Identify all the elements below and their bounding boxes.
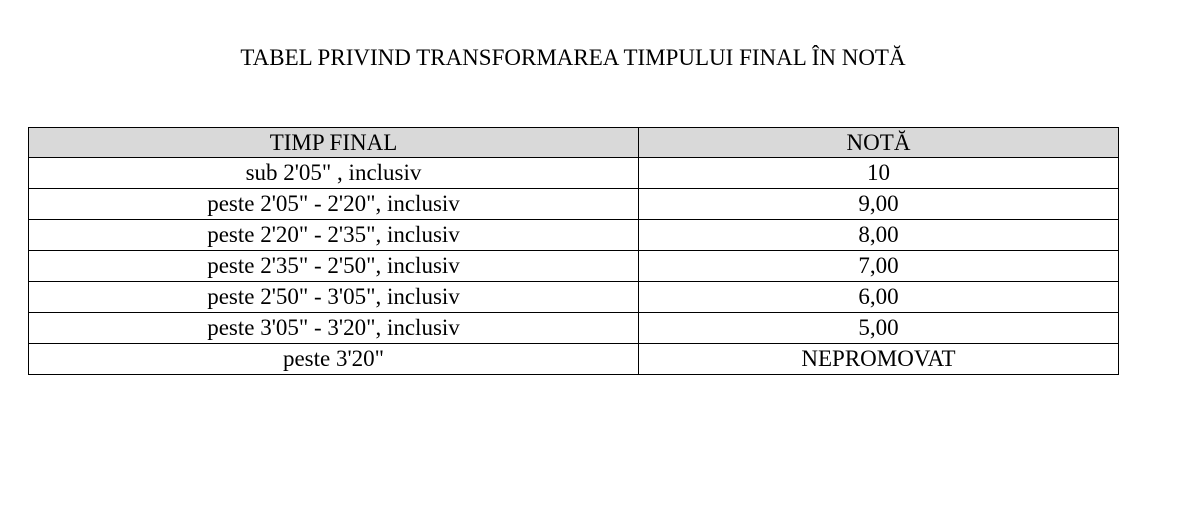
final-time-cell: peste 3'05" - 3'20", inclusiv [29, 313, 639, 344]
grade-cell: 8,00 [639, 220, 1119, 251]
final-time-cell: peste 2'05" - 2'20", inclusiv [29, 189, 639, 220]
page-title: TABEL PRIVIND TRANSFORMAREA TIMPULUI FINAL ÎN NOTĂ [240, 45, 906, 70]
table-row [29, 251, 1119, 282]
final-time-cell: peste 2'20" - 2'35", inclusiv [29, 220, 639, 251]
table-row [29, 313, 1119, 344]
table-row [29, 189, 1119, 220]
grade-conversion-table [28, 127, 1119, 375]
table-row [29, 344, 1119, 375]
grade-cell: 6,00 [639, 282, 1119, 313]
table-header-row [29, 128, 1119, 158]
grade-cell: NEPROMOVAT [639, 344, 1119, 375]
table-row [29, 220, 1119, 251]
grade-cell: 7,00 [639, 251, 1119, 282]
final-time-cell: sub 2'05" , inclusiv [29, 158, 639, 189]
final-time-cell: peste 2'50" - 3'05", inclusiv [29, 282, 639, 313]
table-row [29, 282, 1119, 313]
grade-cell: 10 [639, 158, 1119, 189]
column-header-grade: NOTĂ [639, 128, 1119, 158]
final-time-cell: peste 3'20" [29, 344, 639, 375]
table-row [29, 158, 1119, 189]
grade-cell: 9,00 [639, 189, 1119, 220]
grade-cell: 5,00 [639, 313, 1119, 344]
final-time-cell: peste 2'35" - 2'50", inclusiv [29, 251, 639, 282]
column-header-final-time: TIMP FINAL [29, 128, 639, 158]
